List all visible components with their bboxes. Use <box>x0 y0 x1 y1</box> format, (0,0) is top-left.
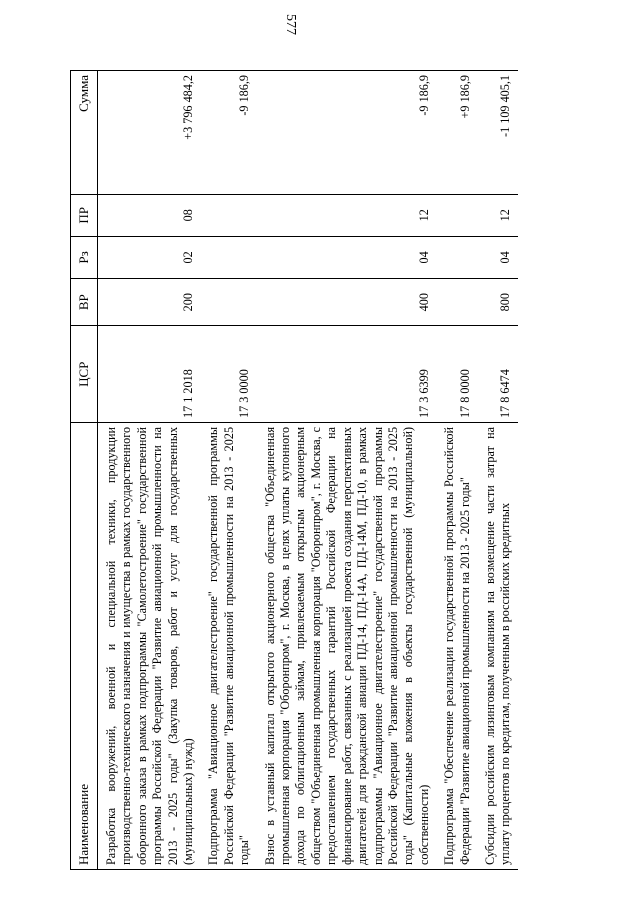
table-row <box>98 71 201 870</box>
header-csr: ЦСР <box>71 326 98 422</box>
row-rz <box>200 236 256 278</box>
row-sum: +9 186,9 <box>436 71 477 195</box>
row-name: Подпрограмма "Обеспечение реализации государственной программы Российской Федерации "Развитие авиационной промышленности на 2013 - 2025 годы" <box>436 422 477 869</box>
row-pr: 08 <box>98 194 201 236</box>
header-name: Наименование <box>71 422 98 869</box>
row-name: Взнос в уставный капитал открытого акционерного общества "Объединенная промышленная корпорация "Оборонпром", г. Москва, в целях уплаты купонного дохода по облигационным займам, привлекаемым открытым акционерным обществом "Объединенная промышленная корпорация "Оборонпром", г. Москва, с предоставлением государственных гарантий Российской Федерации на финансирование работ, связанных с реализацией проекта создания перспективных двигателей для гражданской авиации ПД-14, ПД-14А, ПД-14М, ПД-10, в рамках подпрограммы "Авиационное двигателестроение" государственной программы Российской Федерации "Развитие авиационной промышленности на 2013 - 2025 годы" (Капитальные вложения в объекты государственной (муниципальной) собственности) <box>257 422 436 869</box>
row-csr: 17 8 0000 <box>436 326 477 422</box>
row-csr: 17 1 2018 <box>98 326 201 422</box>
row-rz: 04 <box>257 236 436 278</box>
row-pr <box>436 194 477 236</box>
row-csr: 17 3 6399 <box>257 326 436 422</box>
row-sum: -1 109 405,1 <box>477 71 518 195</box>
row-rz <box>436 236 477 278</box>
row-pr: 12 <box>477 194 518 236</box>
row-vr <box>436 278 477 326</box>
row-pr: 12 <box>257 194 436 236</box>
header-pr: ПР <box>71 194 98 236</box>
row-vr: 400 <box>257 278 436 326</box>
table-row <box>257 71 436 870</box>
table-row <box>477 71 518 870</box>
budget-table <box>70 70 518 870</box>
row-vr <box>200 278 256 326</box>
row-sum: +3 796 484,2 <box>98 71 201 195</box>
row-csr: 17 8 6474 <box>477 326 518 422</box>
rotated-page-content <box>70 70 560 870</box>
row-rz: 02 <box>98 236 201 278</box>
row-name: Подпрограмма "Авиационное двигателестроение" государственной программы Российской Федерации "Развитие авиационной промышленности на 2013 - 2025 годы" <box>200 422 256 869</box>
row-vr: 800 <box>477 278 518 326</box>
row-name: Разработка вооружений, военной и специальной техники, продукции производственно-технического назначения и имущества в рамках государственного оборонного заказа в рамках подпрограммы "Самолетостроение" государственной программы Российской Федерации "Развитие авиационной промышленности на 2013 - 2025 годы" (Закупка товаров, работ и услуг для государственных (муниципальных) нужд) <box>98 422 201 869</box>
header-sum: Сумма <box>71 71 98 195</box>
header-vr: ВР <box>71 278 98 326</box>
table-row <box>200 71 256 870</box>
row-rz: 04 <box>477 236 518 278</box>
row-name: Субсидии российским лизинговым компаниям на возмещение части затрат на уплату процентов по кредитам, полученным в российских кредитных <box>477 422 518 869</box>
header-rz: Рз <box>71 236 98 278</box>
table-header-row <box>71 71 98 870</box>
page-number: 577 <box>283 14 298 35</box>
table-row <box>436 71 477 870</box>
row-vr: 200 <box>98 278 201 326</box>
row-sum: -9 186,9 <box>200 71 256 195</box>
row-csr: 17 3 0000 <box>200 326 256 422</box>
row-pr <box>200 194 256 236</box>
row-sum: -9 186,9 <box>257 71 436 195</box>
